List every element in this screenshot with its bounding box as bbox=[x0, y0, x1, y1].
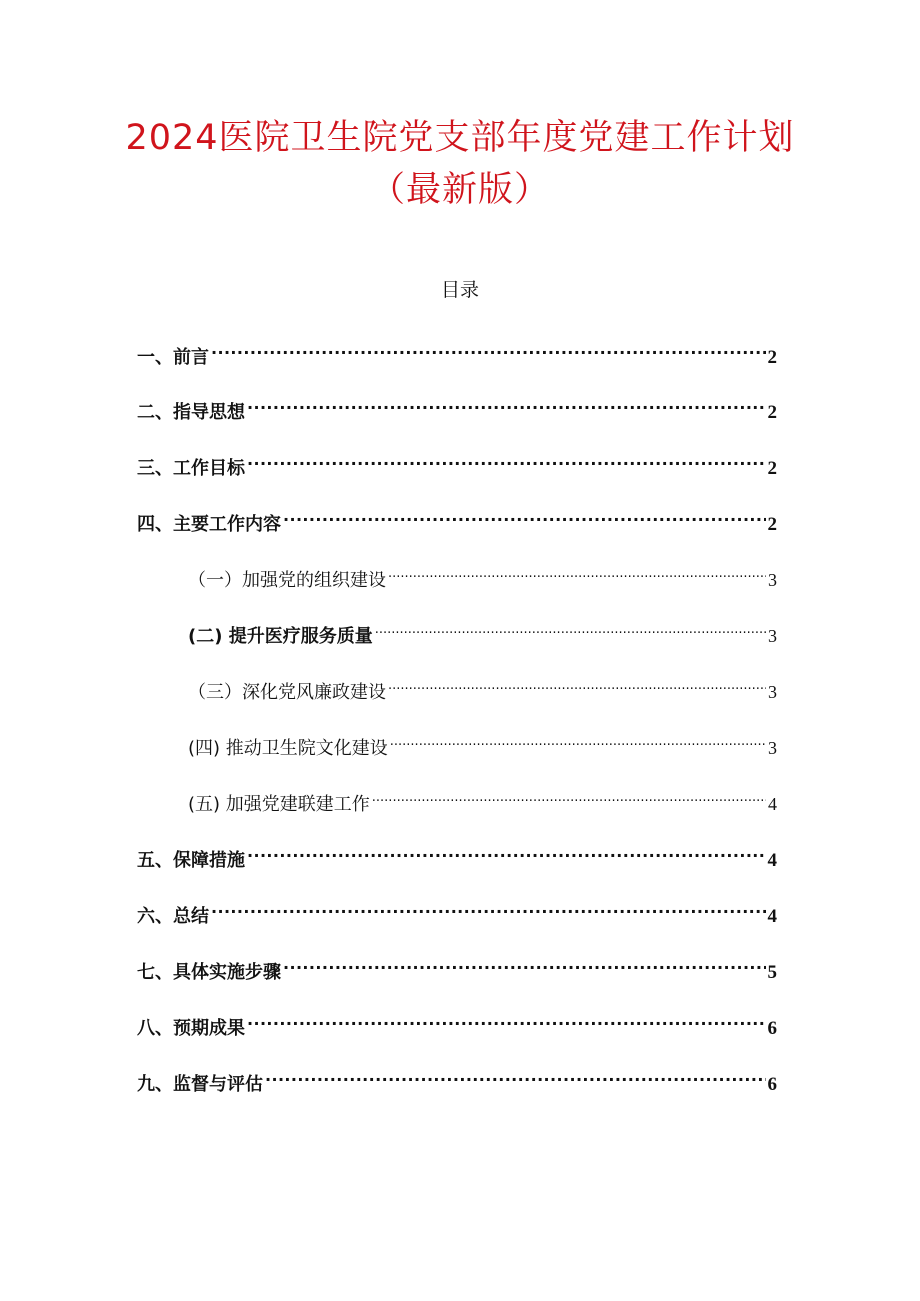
toc-entry-safeguards[interactable] bbox=[137, 836, 777, 871]
toc-subentry-medical-service[interactable] bbox=[188, 612, 777, 647]
toc-subentry-culture[interactable] bbox=[188, 724, 777, 759]
toc-dot-leader bbox=[283, 948, 766, 978]
toc-entry-label: (二) 提升医疗服务质量 bbox=[188, 626, 373, 647]
toc-page-number: 3 bbox=[768, 570, 777, 590]
toc-page-number: 4 bbox=[767, 906, 777, 927]
toc-entry-work-goals[interactable] bbox=[137, 444, 777, 479]
toc-dot-leader bbox=[372, 780, 766, 810]
toc-dot-leader bbox=[283, 500, 766, 530]
toc-page-number: 2 bbox=[767, 347, 777, 368]
toc-dot-leader bbox=[247, 1004, 766, 1034]
toc-dot-leader bbox=[375, 612, 766, 642]
toc-dot-leader bbox=[388, 556, 766, 586]
toc-entry-label: （三）深化党风廉政建设 bbox=[188, 682, 386, 703]
toc-entry-main-work[interactable] bbox=[137, 500, 777, 535]
toc-entry-implementation-steps[interactable] bbox=[137, 948, 777, 983]
toc-dot-leader bbox=[211, 333, 766, 363]
toc-entry-label: 四、主要工作内容 bbox=[137, 514, 281, 535]
toc-page-number: 3 bbox=[768, 682, 777, 702]
toc-entry-label: (五) 加强党建联建工作 bbox=[188, 794, 370, 815]
toc-page-number: 6 bbox=[767, 1074, 777, 1095]
toc-entry-label: 五、保障措施 bbox=[137, 850, 245, 871]
toc-entry-guiding-ideology[interactable] bbox=[137, 388, 777, 423]
toc-entry-label: (四) 推动卫生院文化建设 bbox=[188, 738, 388, 759]
toc-page-number: 2 bbox=[767, 514, 777, 535]
toc-subentry-party-organization[interactable] bbox=[188, 556, 777, 591]
toc-entry-label: 一、前言 bbox=[137, 347, 209, 368]
toc-entry-supervision[interactable] bbox=[137, 1060, 777, 1095]
toc-subentry-joint-building[interactable] bbox=[188, 780, 777, 815]
toc-page-number: 2 bbox=[767, 458, 777, 479]
toc-entry-expected-results[interactable] bbox=[137, 1004, 777, 1039]
toc-dot-leader bbox=[265, 1060, 766, 1090]
toc-entry-label: 六、总结 bbox=[137, 906, 209, 927]
toc-page-number: 3 bbox=[768, 626, 777, 646]
toc-page-number: 2 bbox=[767, 402, 777, 423]
toc-dot-leader bbox=[247, 444, 766, 474]
toc-heading: 目录 bbox=[440, 279, 479, 301]
toc-dot-leader bbox=[247, 836, 766, 866]
toc-dot-leader bbox=[247, 388, 766, 418]
toc-dot-leader bbox=[211, 892, 766, 922]
toc-entry-label: 二、指导思想 bbox=[137, 402, 245, 423]
toc-entry-label: 七、具体实施步骤 bbox=[137, 962, 281, 983]
toc-page-number: 5 bbox=[767, 962, 777, 983]
toc-entry-label: 八、预期成果 bbox=[137, 1018, 245, 1039]
toc-entry-label: （一）加强党的组织建设 bbox=[188, 570, 386, 591]
toc-subentry-integrity[interactable] bbox=[188, 668, 777, 703]
toc-dot-leader bbox=[390, 724, 766, 754]
toc-dot-leader bbox=[388, 668, 766, 698]
toc-entry-label: 三、工作目标 bbox=[137, 458, 245, 479]
toc-page-number: 4 bbox=[767, 850, 777, 871]
document-title: 2024医院卫生院党支部年度党建工作计划（最新版） bbox=[125, 118, 795, 210]
toc-entry-summary[interactable] bbox=[137, 892, 777, 927]
toc-entry-preface[interactable] bbox=[137, 333, 777, 368]
toc-page-number: 6 bbox=[767, 1018, 777, 1039]
toc-entry-label: 九、监督与评估 bbox=[137, 1074, 263, 1095]
toc-page-number: 3 bbox=[768, 738, 777, 758]
toc-page-number: 4 bbox=[768, 794, 777, 814]
